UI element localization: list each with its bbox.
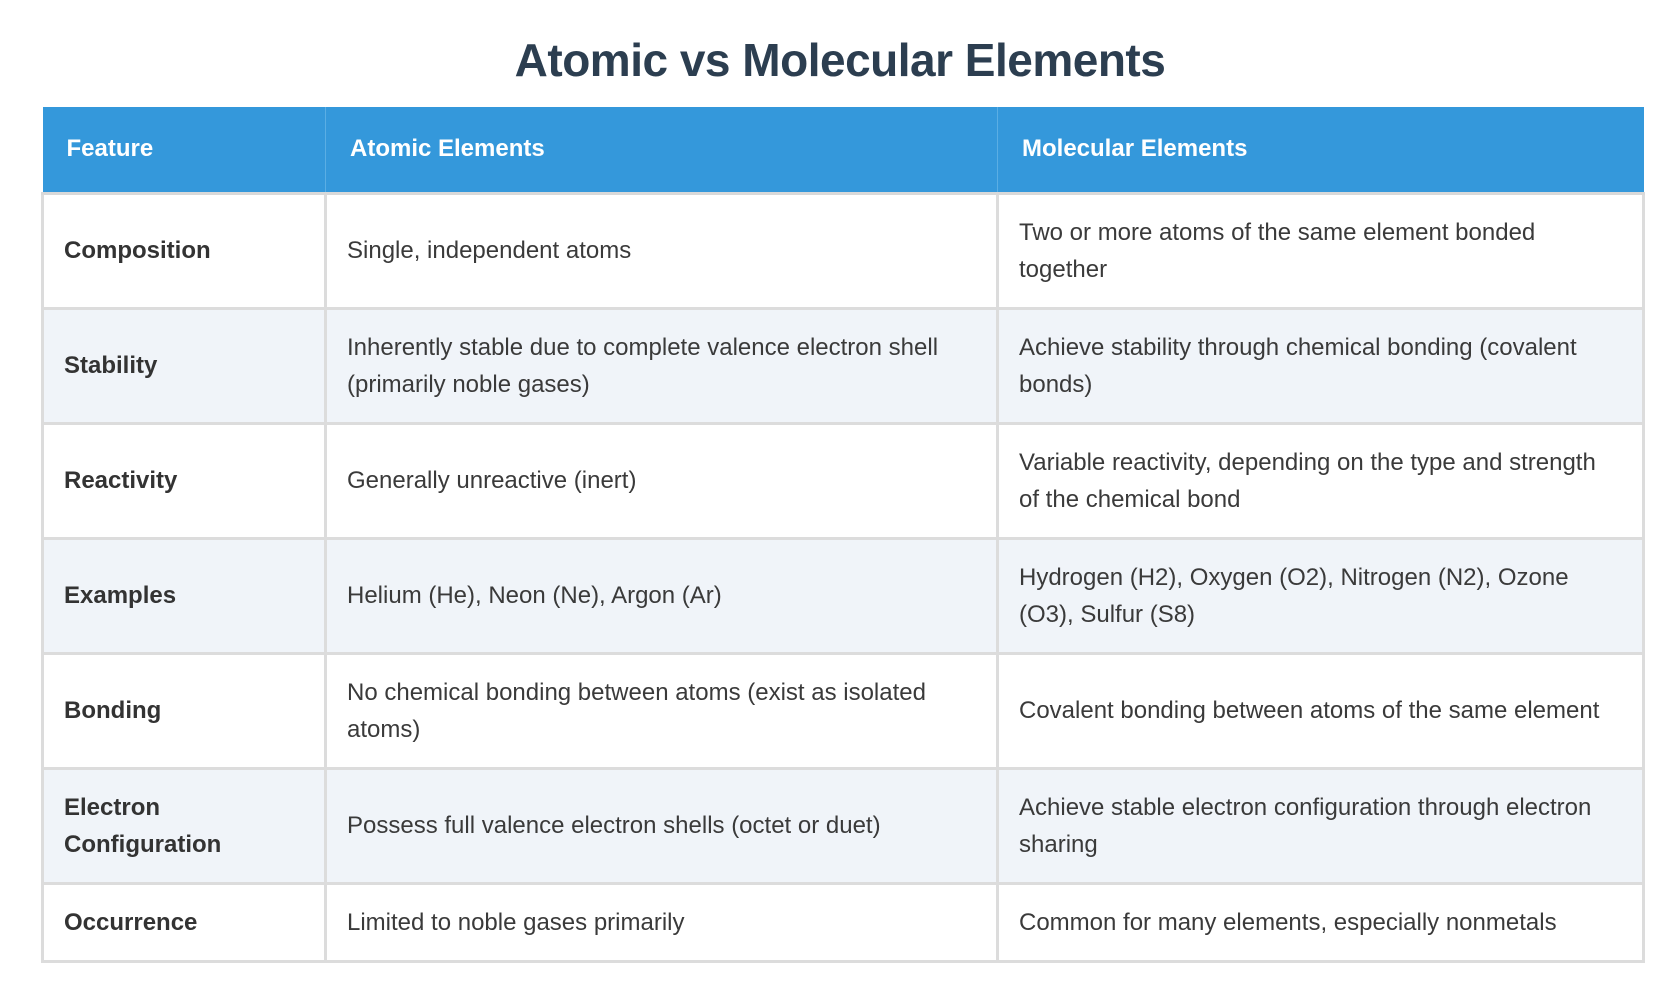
feature-cell: Bonding (43, 653, 326, 768)
table-row-electron-configuration (43, 768, 1644, 883)
molecular-cell: Covalent bonding between atoms of the same element (998, 653, 1644, 768)
atomic-cell: No chemical bonding between atoms (exist as isolated atoms) (326, 653, 998, 768)
atomic-cell: Helium (He), Neon (Ne), Argon (Ar) (326, 538, 998, 653)
molecular-cell: Hydrogen (H2), Oxygen (O2), Nitrogen (N2), Ozone (O3), Sulfur (S8) (998, 538, 1644, 653)
table-body (43, 193, 1644, 961)
header-row (43, 107, 1644, 193)
header-atomic-elements: Atomic Elements (326, 107, 998, 193)
table-row-reactivity (43, 423, 1644, 538)
atomic-cell: Generally unreactive (inert) (326, 423, 998, 538)
molecular-cell: Common for many elements, especially nonmetals (998, 883, 1644, 961)
molecular-cell: Two or more atoms of the same element bonded together (998, 193, 1644, 308)
table-row-occurrence (43, 883, 1644, 961)
page-title: Atomic vs Molecular Elements (514, 34, 1166, 86)
atomic-cell: Possess full valence electron shells (octet or duet) (326, 768, 998, 883)
comparison-table (41, 107, 1645, 963)
atomic-cell: Limited to noble gases primarily (326, 883, 998, 961)
feature-cell: Examples (43, 538, 326, 653)
table-row-examples (43, 538, 1644, 653)
atomic-cell: Inherently stable due to complete valence electron shell (primarily noble gases) (326, 308, 998, 423)
table-header (43, 107, 1644, 193)
feature-cell: Occurrence (43, 883, 326, 961)
feature-cell: Electron Configuration (43, 768, 326, 883)
table-row-bonding (43, 653, 1644, 768)
header-feature: Feature (43, 107, 326, 193)
table-row-stability (43, 308, 1644, 423)
molecular-cell: Variable reactivity, depending on the type and strength of the chemical bond (998, 423, 1644, 538)
feature-cell: Stability (43, 308, 326, 423)
table-row-composition (43, 193, 1644, 308)
molecular-cell: Achieve stable electron configuration through electron sharing (998, 768, 1644, 883)
feature-cell: Composition (43, 193, 326, 308)
feature-cell: Reactivity (43, 423, 326, 538)
header-molecular-elements: Molecular Elements (998, 107, 1644, 193)
molecular-cell: Achieve stability through chemical bonding (covalent bonds) (998, 308, 1644, 423)
atomic-cell: Single, independent atoms (326, 193, 998, 308)
